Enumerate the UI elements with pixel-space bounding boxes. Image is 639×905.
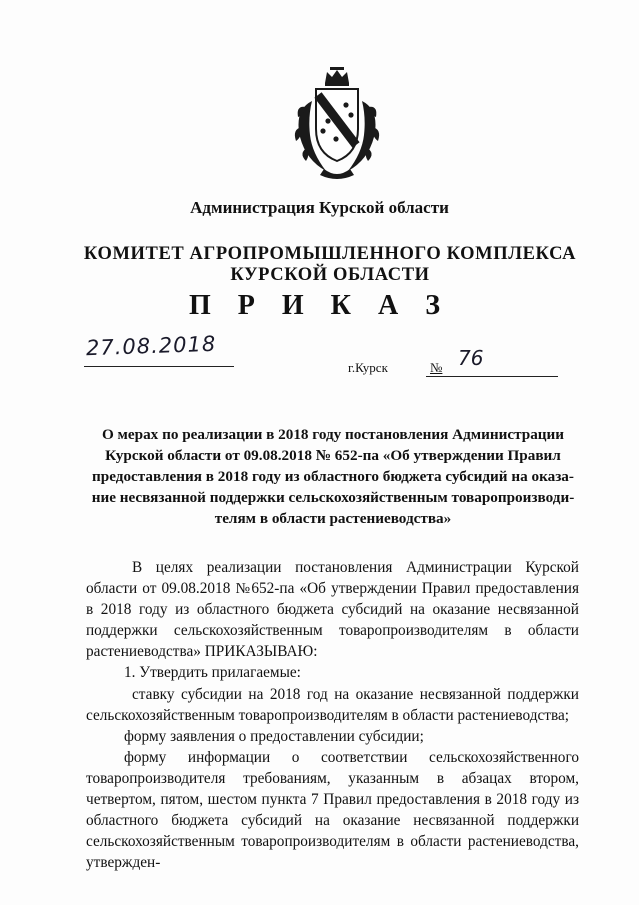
body-paragraph: 1. Утвердить прилагаемые: — [124, 664, 301, 682]
subject-line: ние несвязанной поддержки сельскохозяйственным товаропроизводи- — [91, 489, 575, 506]
committee-line-2: КУРСКОЙ ОБЛАСТИ — [230, 265, 430, 285]
number-underline — [426, 376, 558, 377]
administration-name: Администрация Курской области — [190, 198, 449, 217]
body-paragraph: форму информации о соответствии сельскохозяйственного товаропроизводителя требованиям, указанным в абзацах втором, четвертом, пятом, шестом пункта 7 Правил предоставления в 2018 году из областного бюджета субсидий на оказание несвязанной поддержки сельскохозяйственным товаропроизводителям в области растениеводства, утвержден- — [86, 748, 579, 872]
subject-line: предоставления в 2018 году из областного бюджета субсидий на оказа- — [92, 468, 574, 485]
committee-line-1: КОМИТЕТ АГРОПРОМЫШЛЕННОГО КОМПЛЕКСА — [83, 244, 577, 264]
city-label: г.Курск — [348, 360, 388, 375]
document-type-title: П Р И К А З — [189, 290, 450, 321]
date-underline — [84, 366, 234, 367]
handwritten-date: 27.08.2018 — [85, 331, 217, 361]
body-paragraph: форму заявления о предоставлении субсидии; — [124, 727, 424, 745]
order-body — [86, 557, 579, 873]
subject-line: Курской области от 09.08.2018 № 652-па «Об утверждении Правил — [105, 447, 561, 464]
body-paragraph: ставку субсидии на 2018 год на оказание несвязанной поддержки сельскохозяйственным товаропроизводителям в области растениеводства; — [86, 685, 579, 724]
subject-line: О мерах по реализации в 2018 году постановления Администрации — [101, 426, 565, 443]
order-subject — [88, 424, 578, 529]
number-label: № — [430, 360, 443, 375]
coat-of-arms-emblem — [292, 65, 382, 183]
committee-name — [60, 244, 600, 286]
subject-line: телям в области растениеводства» — [214, 510, 452, 527]
body-paragraph: В целях реализации постановления Администрации Курской области от 09.08.2018 №652-па «Об утверждении Правил предоставления в 2018 году из областного бюджета субсидий на оказание несвязанной поддержки сельскохозяйственным товаропроизводителям в области растениеводства» ПРИКАЗЫВАЮ: — [86, 559, 579, 661]
handwritten-number: 76 — [458, 346, 484, 370]
